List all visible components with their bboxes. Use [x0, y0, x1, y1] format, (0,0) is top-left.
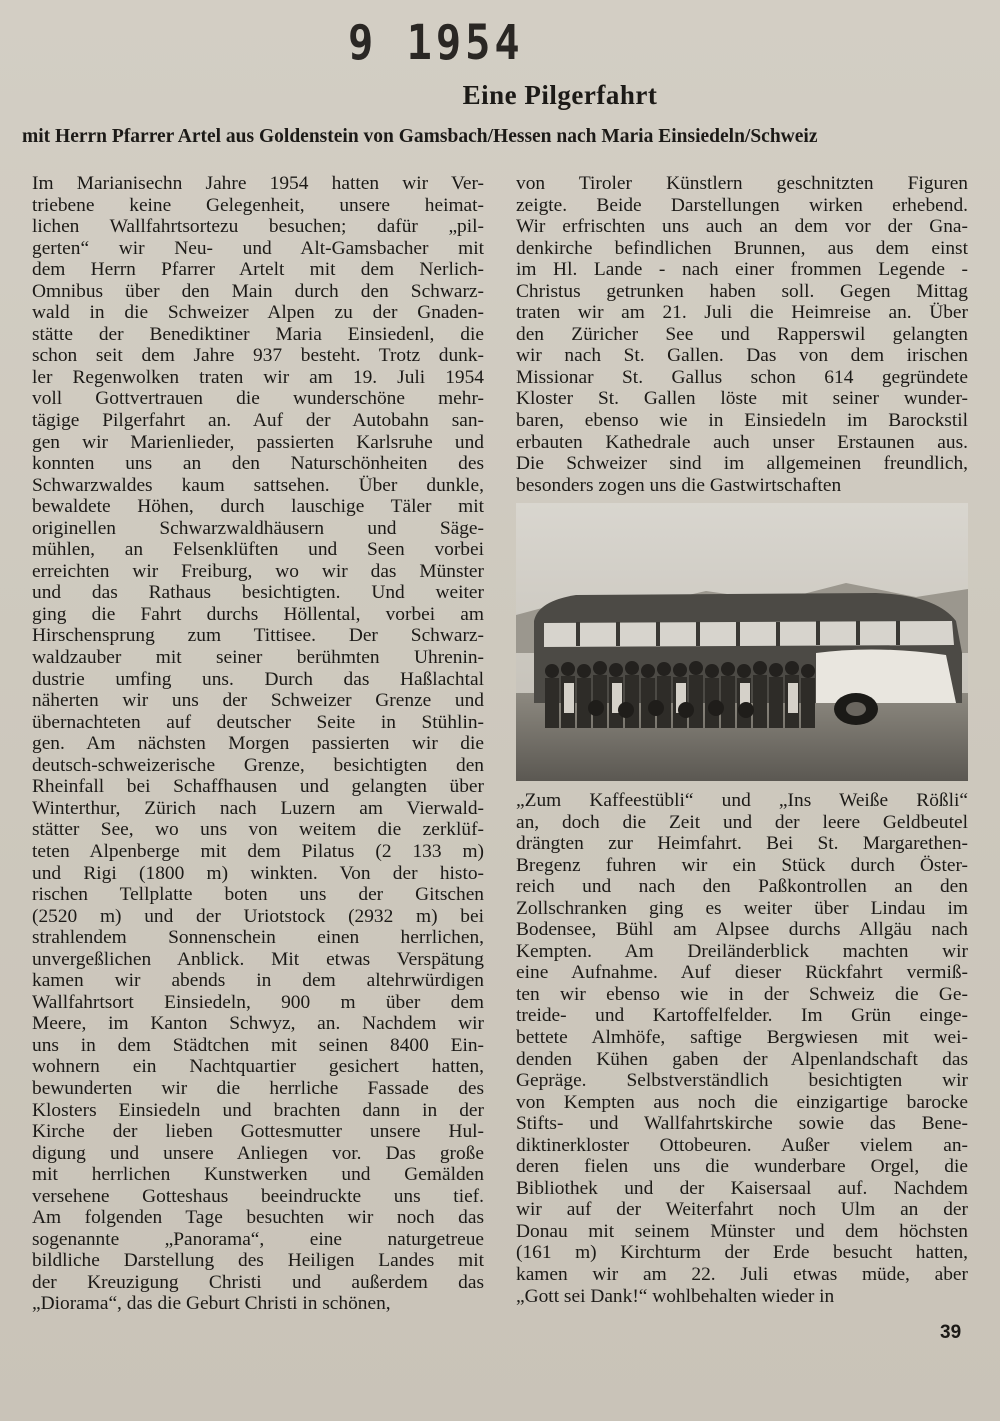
text-line: konnten uns an den Naturschönheiten des: [32, 453, 484, 475]
text-line: Wir erfrischten uns auch an dem vor der Gna-: [516, 216, 968, 238]
article-title: Eine Pilgerfahrt: [462, 80, 658, 110]
text-line: teten Alpenberge mit dem Pilatus (2 133 m): [32, 840, 484, 862]
text-line: uns in dem Städtchen mit seinen 8400 Ein-: [32, 1034, 484, 1056]
text-line: ging die Fahrt durchs Höllental, vorbei am: [32, 603, 484, 625]
text-line: im Hl. Lande - nach einer frommen Legende -: [516, 259, 968, 281]
text-line: Bodensee, Bühl am Alpsee durchs Allgäu nach: [516, 919, 968, 941]
text-line: erreichten wir Freiburg, wo wir das Münster: [32, 560, 484, 582]
article-subtitle: mit Herrn Pfarrer Artel aus Goldenstein von Gamsbach/Hessen nach Maria Einsiedeln/Schweiz: [22, 126, 818, 147]
text-line: Am folgenden Tage besuchten wir noch das: [32, 1207, 484, 1229]
text-line: strahlendem Sonnenschein einen herrlichen,: [32, 927, 484, 949]
text-line: Kempten. Am Dreiländerblick machten wir: [516, 940, 968, 962]
text-line: und das Rathaus besichtigten. Und weiter: [32, 582, 484, 604]
text-line: Gepräge. Selbstverständlich besichtigten wir: [516, 1070, 968, 1092]
text-line: übernachteten auf deutscher Seite in Stühlin-: [32, 711, 484, 733]
text-line: sogenannte „Panorama“, eine naturgetreue: [32, 1228, 484, 1250]
text-line: ler Regenwolken traten wir am 19. Juli 1954: [32, 366, 484, 388]
text-line: voll Gottvertrauen die wunderschöne mehr-: [32, 388, 484, 410]
text-line: „Zum Kaffeestübli“ und „Ins Weiße Rößli“: [516, 790, 968, 811]
text-line: baren, ebenso wie in Einsiedeln im Barockstil: [516, 410, 968, 432]
text-line: lichen Wallfahrtsortezu besuchen; dafür „pil-: [32, 216, 484, 238]
text-line: dem Herrn Pfarrer Artelt mit dem Nerlich-: [32, 259, 484, 281]
text-line: Hirschensprung zum Tittisee. Der Schwarz-: [32, 625, 484, 647]
text-line: von Kempten aus noch die einzigartige barocke: [516, 1091, 968, 1113]
text-line: Schwarzwaldes kaum sattsehen. Über dunkle,: [32, 474, 484, 496]
page-number: 39: [940, 1322, 962, 1343]
text-line: waldzauber mit seiner berühmten Uhrenin-: [32, 647, 484, 669]
text-line: von Tiroler Künstlern geschnitzten Figuren: [516, 173, 968, 194]
text-line: Bibliothek und der Kaisersaal auf. Nachdem: [516, 1177, 968, 1199]
text-line: Klosters Einsiedeln und brachten dann in der: [32, 1099, 484, 1121]
text-line: (2520 m) und der Uriotstock (2932 m) bei: [32, 905, 484, 927]
text-line: tägige Pilgerfahrt an. Auf der Autobahn san-: [32, 410, 484, 432]
text-line: rischen Tellplatte boten uns der Gitschen: [32, 884, 484, 906]
text-line: triebene keine Gelegenheit, unsere heimat-: [32, 194, 484, 216]
text-line: näherten wir uns der Schweizer Grenze und: [32, 690, 484, 712]
text-line: und Rigi (1800 m) winkten. Von der histo-: [32, 862, 484, 884]
text-line: bildliche Darstellung des Heiligen Landes mit: [32, 1250, 484, 1272]
text-line: wir auf der Weiterfahrt noch Ulm an der: [516, 1199, 968, 1221]
text-line: unvergeßlichen Anblick. Mit etwas Verspätung: [32, 948, 484, 970]
group-photo-bus: [516, 503, 968, 781]
text-line: „Gott sei Dank!“ wohlbehalten wieder in: [516, 1285, 835, 1307]
text-line: stätte der Benediktiner Maria Einsiedenl, die: [32, 323, 484, 345]
text-column-left: [32, 173, 484, 1315]
photo-illustration: [516, 503, 968, 781]
text-line: bewaldete Höhen, durch lauschige Täler mit: [32, 496, 484, 518]
text-line: stätter See, wo uns von weitem die zerklüf-: [32, 819, 484, 841]
text-line: eine Aufnahme. Auf dieser Rückfahrt vermiß-: [516, 962, 968, 984]
text-line: bewunderten wir die herrliche Fassade des: [32, 1077, 484, 1099]
text-line: Die Schweizer sind im allgemeinen freundlich,: [516, 453, 968, 475]
text-column-right-bottom: [516, 790, 968, 1307]
text-line: besonders zogen uns die Gastwirtschaften: [516, 474, 842, 496]
text-line: Missionar St. Gallus schon 614 gegründete: [516, 366, 968, 388]
text-line: reich und nach den Paßkontrollen an den: [516, 876, 968, 898]
text-line: mühlen, an Felsenklüften und Seen vorbei: [32, 539, 484, 561]
text-line: kamen wir am 22. Juli etwas müde, aber: [516, 1264, 968, 1286]
text-line: den Züricher See und Rapperswil gelangten: [516, 323, 968, 345]
text-line: Kirche der lieben Gottesmutter unsere Hul-: [32, 1121, 484, 1143]
text-line: diktinerkloster Ottobeuren. Außer vielem an-: [516, 1134, 968, 1156]
text-line: schon seit dem Jahre 937 besteht. Trotz dunk-: [32, 345, 484, 367]
text-line: gen. Am nächsten Morgen passierten wir die: [32, 733, 484, 755]
text-line: wohnern ein Nachtquartier gesichert hatten,: [32, 1056, 484, 1078]
text-line: mit herrlichen Kunstwerken und Gemälden: [32, 1164, 484, 1186]
text-line: ten wir ebenso wie in der Schweiz die Ge-: [516, 983, 968, 1005]
text-line: Kloster St. Gallen löste mit seiner wunder-: [516, 388, 968, 410]
text-line: Christus getrunken haben soll. Gegen Mittag: [516, 280, 968, 302]
text-line: gerten“ wir Neu- und Alt-Gamsbacher mit: [32, 237, 484, 259]
text-line: Zollschranken ging es weiter über Lindau im: [516, 897, 968, 919]
text-column-right-top: [516, 173, 968, 496]
text-line: erbauten Kathedrale auch unser Erstaunen aus.: [516, 431, 968, 453]
text-line: Im Marianisechn Jahre 1954 hatten wir Ver-: [32, 173, 484, 194]
date-stamp: 9 1954: [348, 14, 524, 71]
text-line: Winterthur, Zürich nach Luzern am Vierwald-: [32, 797, 484, 819]
text-line: denden Kühen gaben der Alpenlandschaft das: [516, 1048, 968, 1070]
text-line: bettete Almhöfe, saftige Bergwiesen mit wei-: [516, 1027, 968, 1049]
text-line: gen wir Marienlieder, passierten Karlsruhe und: [32, 431, 484, 453]
text-line: dustrie umfing uns. Durch das Haßlachtal: [32, 668, 484, 690]
text-line: der Kreuzigung Christi und außerdem das: [32, 1271, 484, 1293]
text-line: „Diorama“, das die Geburt Christi in schönen,: [32, 1293, 391, 1315]
text-line: an, doch die Zeit und der leere Geldbeutel: [516, 811, 968, 833]
text-line: (161 m) Kirchturm der Erde besucht hatten,: [516, 1242, 968, 1264]
text-line: kamen wir abends in dem altehrwürdigen: [32, 970, 484, 992]
text-line: denkirche befindlichen Brunnen, aus dem einst: [516, 237, 968, 259]
text-line: zeigte. Beide Darstellungen wirken erhebend.: [516, 194, 968, 216]
text-line: traten wir am 21. Juli die Heimreise an. Über: [516, 302, 968, 324]
text-line: deutsch-schweizerische Grenze, besichtigten den: [32, 754, 484, 776]
text-line: deren fielen uns die wunderbare Orgel, die: [516, 1156, 968, 1178]
text-line: wir nach St. Gallen. Das von dem irischen: [516, 345, 968, 367]
text-line: versehene Gotteshaus beeindruckte uns tief.: [32, 1185, 484, 1207]
text-line: originellen Schwarzwaldhäusern und Säge-: [32, 517, 484, 539]
text-line: treide- und Kartoffelfelder. Im Grün einge-: [516, 1005, 968, 1027]
text-line: wald in die Schweizer Alpen zu der Gnaden-: [32, 302, 484, 324]
text-line: Donau mit seinem Münster und dem höchsten: [516, 1220, 968, 1242]
text-line: drängten zur Heimfahrt. Bei St. Margarethen-: [516, 833, 968, 855]
text-line: Meere, im Kanton Schwyz, an. Nachdem wir: [32, 1013, 484, 1035]
text-line: Omnibus über den Main durch den Schwarz-: [32, 280, 484, 302]
text-line: Wallfahrtsort Einsiedeln, 900 m über dem: [32, 991, 484, 1013]
text-line: digung und unsere Anliegen vor. Das große: [32, 1142, 484, 1164]
text-line: Stifts- und Wallfahrtskirche sowie das Bene-: [516, 1113, 968, 1135]
text-line: Bregenz fuhren wir ein Stück durch Öster-: [516, 854, 968, 876]
text-line: Rheinfall bei Schaffhausen und gelangten über: [32, 776, 484, 798]
